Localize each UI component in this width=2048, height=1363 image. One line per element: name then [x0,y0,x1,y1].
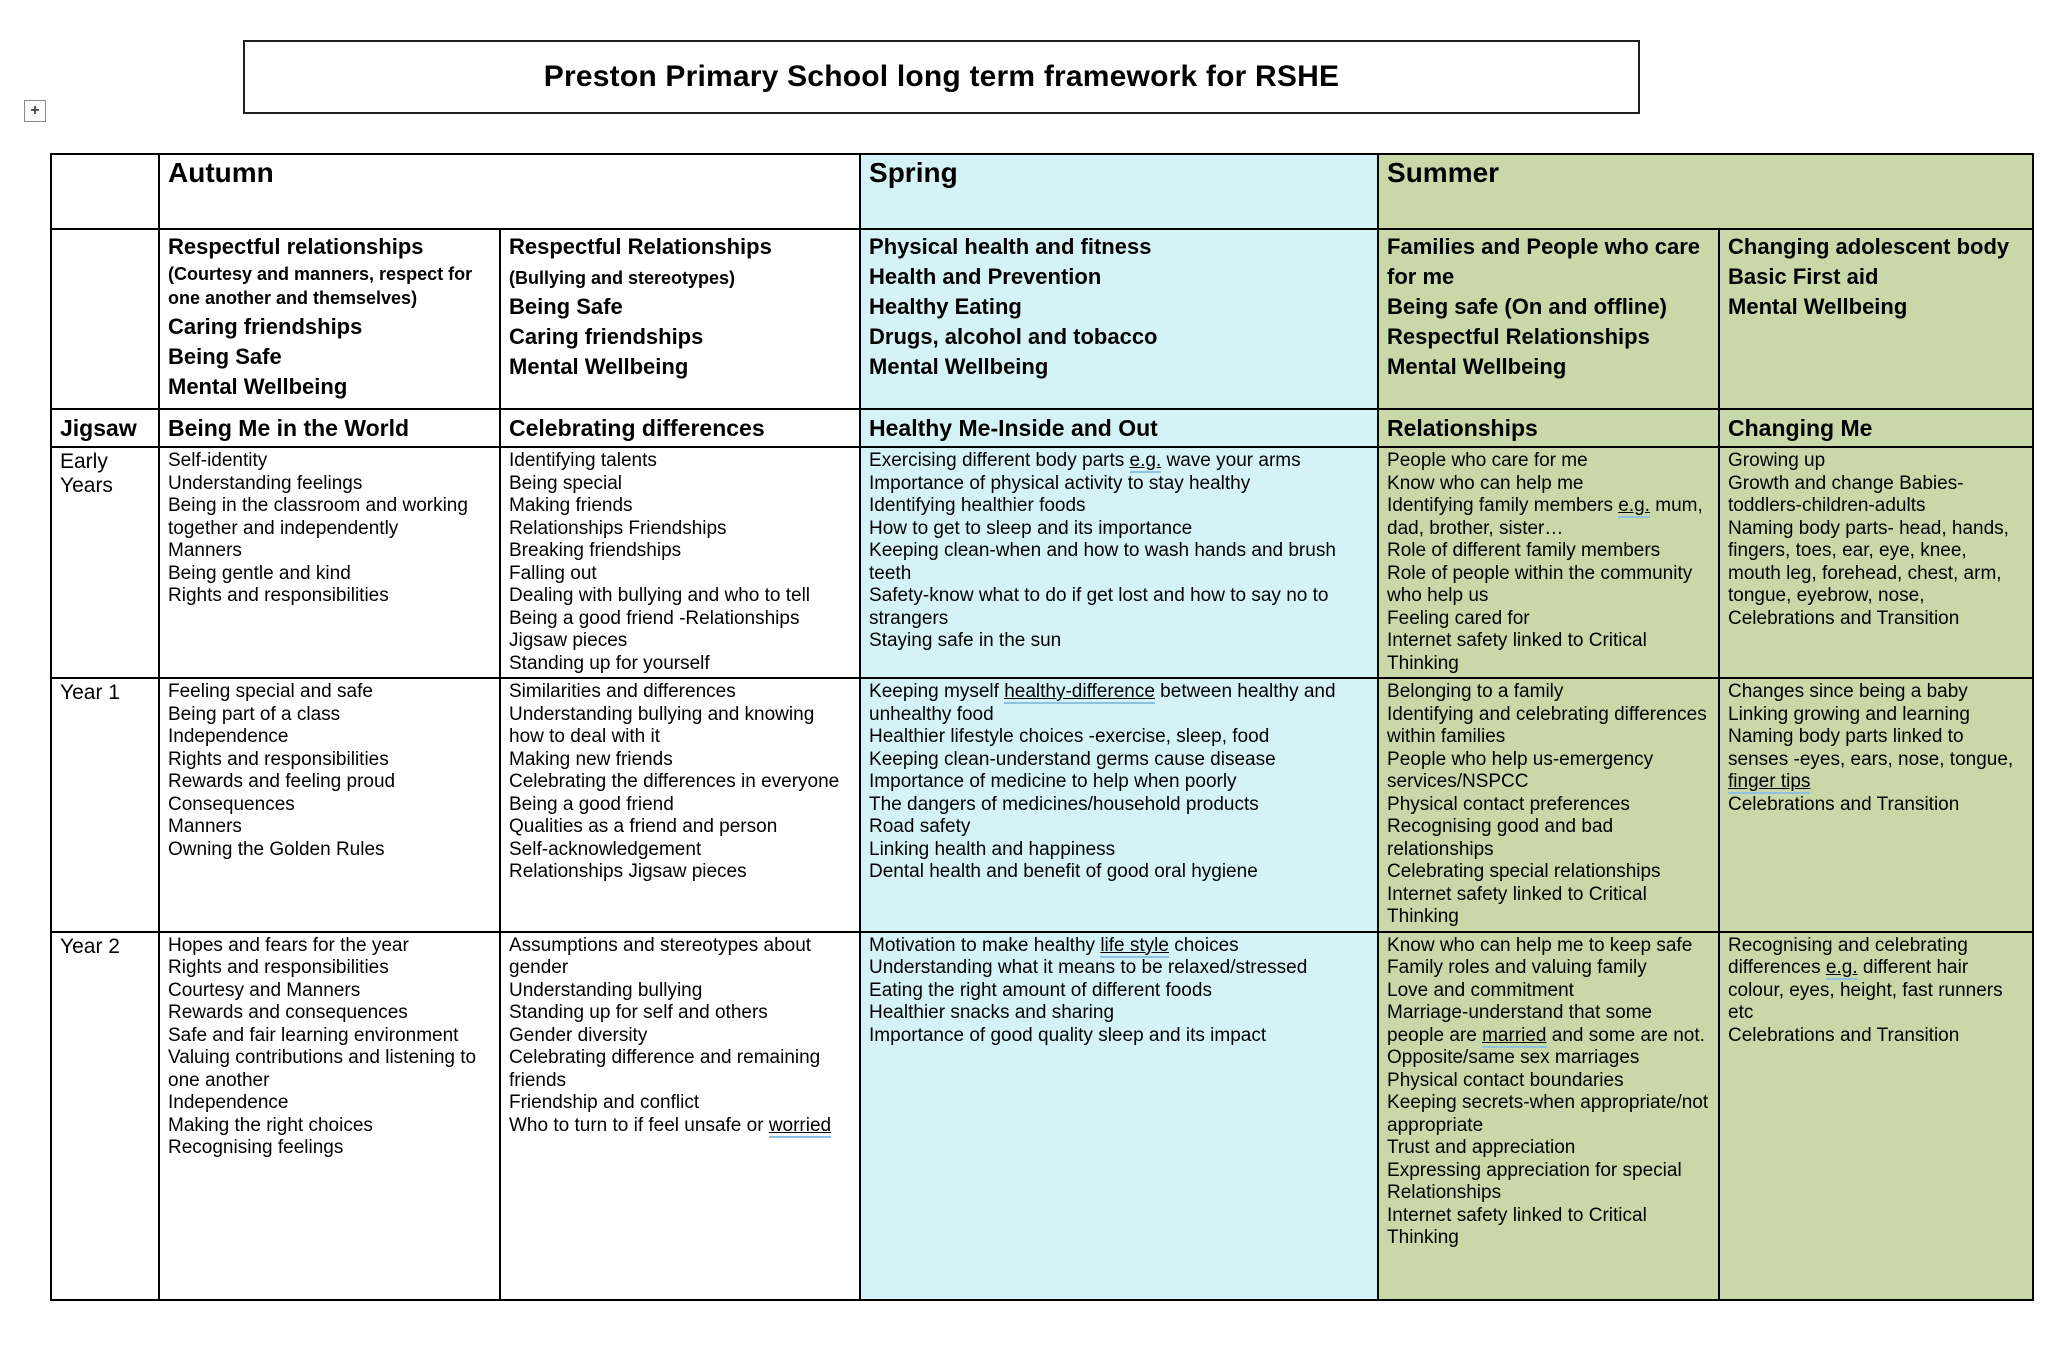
cell-year-2-autumn1 [159,932,500,1300]
cell-year-2-summer1 [1378,932,1719,1300]
text-line: Rights and responsibilities [168,585,389,606]
text-line: Manners [168,816,242,837]
text-line: Linking health and happiness [869,838,1116,860]
text-line: Being part of a class [168,703,341,725]
text-line: Mental Wellbeing [1728,294,1908,319]
topic-cell-spring [860,229,1378,409]
text-line: Families and People who care for me [1387,234,1701,289]
text-line: Importance of medicine to help when poorly [869,771,1237,792]
text-line: People who help us-emergency services/NSPCC [1387,748,1654,792]
text-line: Mental Wellbeing [509,354,689,379]
text-line: Keeping clean-understand germs cause disease [869,748,1276,770]
text-line: Eating the right amount of different foods [869,979,1212,1001]
season-header-summer: Summer [1378,154,2033,229]
text-line: Understanding bullying and knowing how to deal with it [509,703,815,747]
jigsaw-cell-summer1: Relationships [1378,409,1719,447]
text-line: Mental Wellbeing [168,374,348,399]
small-text: (Bullying and stereotypes) [509,268,736,288]
text-line: Respectful relationships [168,234,424,259]
text-line [168,262,491,312]
jigsaw-row-label: Jigsaw [51,409,159,447]
text-line: Being Safe [509,294,623,319]
underlined-text: married [1482,1024,1547,1046]
topic-cell-autumn2 [500,229,860,409]
text-line: Self-acknowledgement [509,838,702,860]
corner-cell [51,154,159,229]
text-line: Independence [168,1092,289,1113]
text-line: Understanding bullying [509,979,703,1001]
text-line: Drugs, alcohol and tobacco [869,324,1158,349]
text-line: Health and Prevention [869,264,1102,289]
text-line: How to get to sleep and its importance [869,517,1193,539]
text-line: Understanding what it means to be relaxed/stressed [869,957,1308,978]
text-line: Identifying family members e.g. mum, dad, brother, sister… [1387,495,1703,539]
underlined-text: life style [1100,934,1169,956]
text-line: Keeping clean-when and how to wash hands and brush teeth [869,540,1336,584]
season-header-row [51,154,2033,229]
jigsaw-row [51,409,2033,447]
cell-year-2-spring [860,932,1378,1300]
page-title: Preston Primary School long term framework for RSHE [543,60,1340,93]
text-line: Physical contact preferences [1387,793,1630,815]
text-line: Internet safety linked to Critical Thinking [1387,630,1647,674]
text-line: Recognising and celebrating differences e.g. different hair colour, eyes, height, fast runners etc [1728,934,2003,1023]
text-line: Staying safe in the sun [869,630,1062,651]
year-2-row [51,932,2033,1300]
text-line: Naming body parts linked to senses -eyes, ears, nose, tongue, finger tips [1728,726,2014,792]
text-line: Recognising feelings [168,1137,344,1158]
topic-header-row [51,229,2033,409]
text-line: Being a good friend [509,793,674,815]
text-line: Growing up [1728,450,1826,471]
text-line: Hopes and fears for the year [168,934,409,956]
text-line: Feeling special and safe [168,681,373,702]
year-1-row [51,678,2033,932]
rshe-framework-table [50,153,2034,1301]
text-line: Identifying talents [509,450,657,471]
topic-spacer-cell [51,229,159,409]
table-move-handle[interactable] [24,100,46,122]
cell-year-1-summer1 [1378,678,1719,932]
text-line: Internet safety linked to Critical Thinking [1387,1204,1647,1248]
text-line: Being safe (On and offline) [1387,294,1667,319]
text-line: Motivation to make healthy life style choices [869,934,1239,956]
text-line: The dangers of medicines/household products [869,793,1259,815]
text-line: Opposite/same sex marriages [1387,1047,1640,1068]
text-line: Changes since being a baby [1728,681,1968,702]
text-line: Being special [509,472,623,494]
text-line: Celebrations and Transition [1728,1024,1960,1046]
text-line: Rewards and consequences [168,1002,408,1023]
text-line: Keeping myself healthy-difference between healthy and unhealthy food [869,681,1336,725]
text-line: Growth and change Babies-toddlers-children-adults [1728,472,1964,516]
underlined-text: finger tips [1728,771,1811,792]
cell-year-1-autumn2 [500,678,860,932]
text-line: Consequences [168,793,295,815]
jigsaw-cell-autumn1: Being Me in the World [159,409,500,447]
jigsaw-cell-spring: Healthy Me-Inside and Out [860,409,1378,447]
cell-early-years-autumn1 [159,447,500,678]
text-line: Caring friendships [168,314,363,339]
text-line: Gender diversity [509,1024,648,1046]
cell-early-years-autumn2 [500,447,860,678]
text-line: Healthier snacks and sharing [869,1002,1115,1023]
text-line: Standing up for yourself [509,652,710,674]
small-text: (Courtesy and manners, respect for one another and themselves) [168,264,473,308]
text-line: Courtesy and Manners [168,979,361,1001]
text-line: Naming body parts- head, hands, fingers, toes, ear, eye, knee, mouth leg, forehead, chest, arm, tongue, eyebrow, nose, [1728,517,2009,606]
text-line: Marriage-understand that some people are married and some are not. [1387,1002,1705,1046]
text-line: Physical health and fitness [869,234,1152,259]
cell-early-years-summer2 [1719,447,2033,678]
text-line: Similarities and differences [509,681,736,702]
text-line: People who care for me [1387,450,1588,471]
text-line: Understanding feelings [168,472,363,494]
text-line: Exercising different body parts e.g. wave your arms [869,450,1301,471]
text-line: Relationships Friendships [509,517,727,539]
underlined-text: e.g. [1618,495,1650,516]
text-line: Friendship and conflict [509,1092,700,1113]
text-line: Being gentle and kind [168,562,351,584]
text-line: Know who can help me [1387,472,1584,494]
text-line: Being Safe [168,344,282,369]
topic-cell-autumn1 [159,229,500,409]
text-line: Being a good friend -Relationships Jigsaw pieces [509,607,800,651]
text-line: Self-identity [168,450,268,471]
cell-early-years-spring [860,447,1378,678]
text-line: Rights and responsibilities [168,748,389,770]
text-line: Falling out [509,562,597,584]
cell-year-1-summer2 [1719,678,2033,932]
text-line: Mental Wellbeing [1387,354,1567,379]
underlined-text: e.g. [1825,957,1858,978]
text-line: Feeling cared for [1387,607,1530,629]
text-line: Dental health and benefit of good oral hygiene [869,861,1258,882]
text-line: Know who can help me to keep safe [1387,934,1693,956]
text-line: Trust and appreciation [1387,1137,1576,1158]
text-line: Making friends [509,495,633,516]
row-label-year-2: Year 2 [51,932,159,1300]
text-line: Respectful Relationships [1387,324,1650,349]
text-line: Owning the Golden Rules [168,838,385,860]
text-line: Belonging to a family [1387,681,1564,702]
season-header-autumn: Autumn [159,154,860,229]
text-line: Safe and fair learning environment [168,1024,459,1046]
text-line: Safety-know what to do if get lost and how to say no to strangers [869,585,1329,629]
text-line: Independence [168,726,289,747]
document-title-box [243,40,1640,114]
row-label-year-1: Year 1 [51,678,159,932]
text-line: Role of different family members [1387,540,1661,561]
text-line: Making new friends [509,748,673,770]
jigsaw-cell-autumn2: Celebrating differences [500,409,860,447]
text-line: Being in the classroom and working together and independently [168,495,468,539]
text-line: Physical contact boundaries [1387,1069,1624,1091]
text-line [509,262,851,292]
row-label-early-years: Early Years [51,447,159,678]
underlined-text: worried [768,1114,832,1136]
cell-year-2-summer2 [1719,932,2033,1300]
text-line: Valuing contributions and listening to one another [168,1047,477,1091]
text-line: Basic First aid [1728,264,1879,289]
text-line: Mental Wellbeing [869,354,1049,379]
text-line: Manners [168,540,242,561]
underlined-text: e.g. [1129,450,1162,471]
text-line: Breaking friendships [509,540,682,561]
text-line: Caring friendships [509,324,704,349]
text-line: Road safety [869,816,971,837]
text-line: Qualities as a friend and person [509,816,778,837]
text-line: Role of people within the community who help us [1387,562,1693,606]
move-cross-icon: + [30,102,40,119]
text-line: Dealing with bullying and who to tell [509,585,811,606]
text-line: Recognising good and bad relationships [1387,816,1614,860]
cell-early-years-summer1 [1378,447,1719,678]
topic-cell-summer2 [1719,229,2033,409]
text-line: Internet safety linked to Critical Thinking [1387,883,1647,927]
text-line: Making the right choices [168,1114,373,1136]
text-line: Linking growing and learning [1728,703,1970,725]
text-line: Rights and responsibilities [168,957,389,978]
text-line: Identifying and celebrating differences within families [1387,703,1707,747]
text-line: Celebrating difference and remaining friends [509,1047,821,1091]
text-line: Expressing appreciation for special Relationships [1387,1159,1682,1203]
early-years-row [51,447,2033,678]
cell-year-1-spring [860,678,1378,932]
text-line: Family roles and valuing family [1387,957,1647,978]
text-line: Keeping secrets-when appropriate/not appropriate [1387,1092,1709,1136]
text-line: Healthy Eating [869,294,1022,319]
text-line: Celebrating special relationships [1387,861,1661,882]
cell-year-2-autumn2 [500,932,860,1300]
text-line: Celebrations and Transition [1728,607,1960,629]
text-line: Celebrating the differences in everyone [509,771,840,792]
text-line: Healthier lifestyle choices -exercise, sleep, food [869,726,1270,747]
text-line: Identifying healthier foods [869,495,1086,516]
text-line: Respectful Relationships [509,234,772,259]
topic-cell-summer1 [1378,229,1719,409]
underlined-text: healthy-difference [1004,681,1155,702]
text-line: Rewards and feeling proud [168,771,396,792]
text-line: Importance of good quality sleep and its impact [869,1024,1267,1046]
text-line: Changing adolescent body [1728,234,2010,259]
text-line: Who to turn to if feel unsafe or worried [509,1114,832,1136]
text-line: Celebrations and Transition [1728,793,1960,815]
text-line: Assumptions and stereotypes about gender [509,934,812,978]
jigsaw-cell-summer2: Changing Me [1719,409,2033,447]
text-line: Love and commitment [1387,979,1574,1001]
text-line: Importance of physical activity to stay healthy [869,472,1251,494]
text-line: Relationships Jigsaw pieces [509,861,747,882]
season-header-spring: Spring [860,154,1378,229]
text-line: Standing up for self and others [509,1002,768,1023]
cell-year-1-autumn1 [159,678,500,932]
